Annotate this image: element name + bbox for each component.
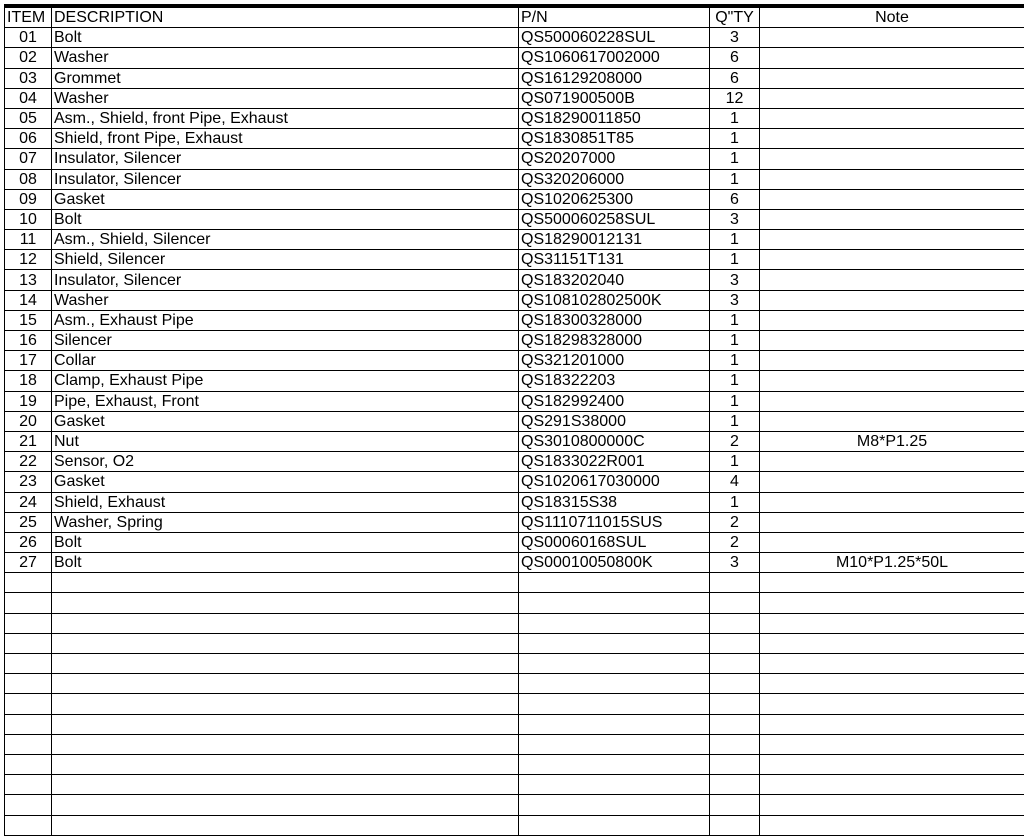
- cell-quantity: 3: [710, 553, 760, 573]
- cell-description: Shield, Silencer: [52, 250, 519, 270]
- cell-description: Bolt: [52, 209, 519, 229]
- cell-note: [760, 310, 1024, 330]
- table-row: [5, 209, 1024, 229]
- empty-row: [5, 754, 1024, 774]
- table-row: [5, 310, 1024, 330]
- cell-item: 06: [5, 129, 52, 149]
- cell-part-number: QS182992400: [519, 391, 710, 411]
- cell-part-number: QS1020617030000: [519, 472, 710, 492]
- cell-quantity: 3: [710, 28, 760, 48]
- cell-item: 14: [5, 290, 52, 310]
- cell-part-number: QS1060617002000: [519, 48, 710, 68]
- table-row: [5, 351, 1024, 371]
- table-row: [5, 472, 1024, 492]
- cell-part-number-empty: [519, 714, 710, 734]
- cell-note: [760, 532, 1024, 552]
- cell-item: 11: [5, 230, 52, 250]
- cell-part-number-empty: [519, 775, 710, 795]
- cell-part-number-empty: [519, 815, 710, 835]
- table-row: [5, 88, 1024, 108]
- cell-part-number: QS31151T131: [519, 250, 710, 270]
- cell-note-empty: [760, 654, 1024, 674]
- cell-quantity: 2: [710, 532, 760, 552]
- cell-description: Bolt: [52, 532, 519, 552]
- cell-item: 07: [5, 149, 52, 169]
- cell-description-empty: [52, 754, 519, 774]
- cell-quantity: 12: [710, 88, 760, 108]
- cell-part-number: QS20207000: [519, 149, 710, 169]
- cell-note-empty: [760, 775, 1024, 795]
- cell-item: 22: [5, 452, 52, 472]
- cell-note: [760, 472, 1024, 492]
- cell-quantity: 1: [710, 452, 760, 472]
- cell-item: 10: [5, 209, 52, 229]
- empty-row: [5, 694, 1024, 714]
- cell-note-empty: [760, 573, 1024, 593]
- cell-part-number: QS500060228SUL: [519, 28, 710, 48]
- cell-quantity: 1: [710, 411, 760, 431]
- table-row: [5, 250, 1024, 270]
- cell-description: Washer: [52, 88, 519, 108]
- cell-note: [760, 391, 1024, 411]
- cell-quantity: 3: [710, 270, 760, 290]
- cell-item-empty: [5, 573, 52, 593]
- cell-part-number: QS321201000: [519, 351, 710, 371]
- cell-quantity: 1: [710, 169, 760, 189]
- cell-part-number-empty: [519, 754, 710, 774]
- empty-row: [5, 815, 1024, 835]
- cell-part-number: QS3010800000C: [519, 431, 710, 451]
- cell-note-empty: [760, 613, 1024, 633]
- cell-description-empty: [52, 714, 519, 734]
- cell-item: 09: [5, 189, 52, 209]
- cell-quantity: 3: [710, 209, 760, 229]
- cell-item: 18: [5, 371, 52, 391]
- cell-description: Collar: [52, 351, 519, 371]
- table-row: [5, 230, 1024, 250]
- cell-item: 13: [5, 270, 52, 290]
- cell-description: Shield, front Pipe, Exhaust: [52, 129, 519, 149]
- cell-description-empty: [52, 694, 519, 714]
- cell-item-empty: [5, 795, 52, 815]
- empty-row: [5, 775, 1024, 795]
- table-row: [5, 189, 1024, 209]
- cell-description-empty: [52, 593, 519, 613]
- cell-item-empty: [5, 694, 52, 714]
- cell-item-empty: [5, 754, 52, 774]
- cell-part-number: QS108102802500K: [519, 290, 710, 310]
- cell-description-empty: [52, 674, 519, 694]
- cell-quantity-empty: [710, 593, 760, 613]
- cell-quantity: 1: [710, 331, 760, 351]
- cell-quantity: 1: [710, 310, 760, 330]
- cell-note: [760, 331, 1024, 351]
- table-row: [5, 391, 1024, 411]
- cell-note: [760, 290, 1024, 310]
- table-row: [5, 371, 1024, 391]
- cell-quantity-empty: [710, 694, 760, 714]
- cell-note: [760, 250, 1024, 270]
- cell-note-empty: [760, 593, 1024, 613]
- cell-note-empty: [760, 754, 1024, 774]
- cell-description: Asm., Shield, front Pipe, Exhaust: [52, 108, 519, 128]
- cell-quantity-empty: [710, 734, 760, 754]
- table-row: [5, 553, 1024, 573]
- cell-item: 16: [5, 331, 52, 351]
- cell-description-empty: [52, 613, 519, 633]
- cell-item: 08: [5, 169, 52, 189]
- empty-row: [5, 734, 1024, 754]
- empty-row: [5, 573, 1024, 593]
- cell-item: 19: [5, 391, 52, 411]
- table-row: [5, 169, 1024, 189]
- cell-description-empty: [52, 654, 519, 674]
- cell-item-empty: [5, 714, 52, 734]
- cell-note-empty: [760, 694, 1024, 714]
- cell-note: M8*P1.25: [760, 431, 1024, 451]
- header-item: ITEM: [5, 8, 52, 28]
- cell-item: 21: [5, 431, 52, 451]
- cell-quantity: 2: [710, 431, 760, 451]
- cell-description: Insulator, Silencer: [52, 169, 519, 189]
- cell-item-empty: [5, 775, 52, 795]
- cell-item: 02: [5, 48, 52, 68]
- cell-item: 23: [5, 472, 52, 492]
- cell-description: Washer, Spring: [52, 512, 519, 532]
- cell-quantity: 1: [710, 391, 760, 411]
- table-row: [5, 270, 1024, 290]
- cell-description: Grommet: [52, 68, 519, 88]
- cell-description: Pipe, Exhaust, Front: [52, 391, 519, 411]
- parts-list-sheet: [4, 4, 1024, 838]
- cell-part-number-empty: [519, 633, 710, 653]
- cell-part-number: QS183202040: [519, 270, 710, 290]
- table-row: [5, 68, 1024, 88]
- cell-item: 25: [5, 512, 52, 532]
- cell-part-number-empty: [519, 734, 710, 754]
- header-note: Note: [760, 8, 1024, 28]
- cell-item: 04: [5, 88, 52, 108]
- cell-item-empty: [5, 815, 52, 835]
- table-row: [5, 290, 1024, 310]
- cell-quantity: 1: [710, 492, 760, 512]
- cell-note-empty: [760, 633, 1024, 653]
- cell-description-empty: [52, 633, 519, 653]
- cell-note: [760, 108, 1024, 128]
- cell-note-empty: [760, 815, 1024, 835]
- table-row: [5, 108, 1024, 128]
- cell-note: [760, 270, 1024, 290]
- cell-description: Gasket: [52, 411, 519, 431]
- cell-quantity: 1: [710, 351, 760, 371]
- cell-quantity: 6: [710, 68, 760, 88]
- cell-quantity: 3: [710, 290, 760, 310]
- table-row: [5, 532, 1024, 552]
- cell-note: [760, 189, 1024, 209]
- cell-item: 20: [5, 411, 52, 431]
- cell-quantity: 1: [710, 250, 760, 270]
- empty-row: [5, 654, 1024, 674]
- cell-quantity-empty: [710, 754, 760, 774]
- cell-part-number-empty: [519, 573, 710, 593]
- cell-quantity-empty: [710, 674, 760, 694]
- table-row: [5, 452, 1024, 472]
- cell-note: [760, 230, 1024, 250]
- cell-note: [760, 492, 1024, 512]
- cell-quantity: 2: [710, 512, 760, 532]
- cell-part-number: QS18322203: [519, 371, 710, 391]
- cell-part-number: QS500060258SUL: [519, 209, 710, 229]
- cell-part-number: QS18300328000: [519, 310, 710, 330]
- table-row: [5, 48, 1024, 68]
- empty-row: [5, 593, 1024, 613]
- cell-quantity-empty: [710, 633, 760, 653]
- cell-note: [760, 88, 1024, 108]
- cell-part-number-empty: [519, 795, 710, 815]
- parts-body: [5, 28, 1024, 836]
- empty-row: [5, 674, 1024, 694]
- cell-description: Insulator, Silencer: [52, 149, 519, 169]
- cell-item: 05: [5, 108, 52, 128]
- cell-part-number: QS00060168SUL: [519, 532, 710, 552]
- cell-note: [760, 28, 1024, 48]
- table-row: [5, 411, 1024, 431]
- cell-quantity-empty: [710, 795, 760, 815]
- cell-description-empty: [52, 734, 519, 754]
- cell-part-number: QS1020625300: [519, 189, 710, 209]
- cell-description: Silencer: [52, 331, 519, 351]
- empty-row: [5, 633, 1024, 653]
- cell-part-number: QS18315S38: [519, 492, 710, 512]
- empty-row: [5, 795, 1024, 815]
- cell-part-number-empty: [519, 674, 710, 694]
- cell-description-empty: [52, 573, 519, 593]
- cell-item: 24: [5, 492, 52, 512]
- cell-quantity-empty: [710, 815, 760, 835]
- cell-note: [760, 371, 1024, 391]
- cell-item: 17: [5, 351, 52, 371]
- cell-description: Clamp, Exhaust Pipe: [52, 371, 519, 391]
- cell-part-number: QS18298328000: [519, 331, 710, 351]
- cell-item-empty: [5, 734, 52, 754]
- cell-quantity: 1: [710, 108, 760, 128]
- cell-description-empty: [52, 815, 519, 835]
- cell-note-empty: [760, 674, 1024, 694]
- cell-note: [760, 411, 1024, 431]
- table-row: [5, 492, 1024, 512]
- cell-description: Washer: [52, 290, 519, 310]
- cell-quantity-empty: [710, 654, 760, 674]
- cell-description: Asm., Exhaust Pipe: [52, 310, 519, 330]
- header-part-number: P/N: [519, 8, 710, 28]
- cell-quantity-empty: [710, 613, 760, 633]
- table-row: [5, 129, 1024, 149]
- parts-table: [4, 7, 1024, 836]
- cell-part-number-empty: [519, 613, 710, 633]
- cell-description-empty: [52, 795, 519, 815]
- cell-description: Washer: [52, 48, 519, 68]
- cell-quantity-empty: [710, 714, 760, 734]
- cell-note: [760, 452, 1024, 472]
- cell-description-empty: [52, 775, 519, 795]
- cell-note: [760, 129, 1024, 149]
- header-description: DESCRIPTION: [52, 8, 519, 28]
- cell-item: 26: [5, 532, 52, 552]
- cell-note-empty: [760, 734, 1024, 754]
- table-row: [5, 149, 1024, 169]
- cell-part-number: QS1830851T85: [519, 129, 710, 149]
- cell-item: 15: [5, 310, 52, 330]
- cell-quantity-empty: [710, 573, 760, 593]
- cell-description: Asm., Shield, Silencer: [52, 230, 519, 250]
- cell-item-empty: [5, 633, 52, 653]
- cell-item-empty: [5, 654, 52, 674]
- cell-part-number: QS00010050800K: [519, 553, 710, 573]
- cell-description: Bolt: [52, 28, 519, 48]
- cell-note-empty: [760, 795, 1024, 815]
- cell-item-empty: [5, 593, 52, 613]
- header-quantity: Q"TY: [710, 8, 760, 28]
- cell-item: 01: [5, 28, 52, 48]
- cell-item-empty: [5, 674, 52, 694]
- table-row: [5, 431, 1024, 451]
- cell-part-number: QS18290012131: [519, 230, 710, 250]
- cell-quantity: 6: [710, 48, 760, 68]
- cell-quantity-empty: [710, 775, 760, 795]
- cell-part-number: QS1833022R001: [519, 452, 710, 472]
- cell-note: [760, 68, 1024, 88]
- cell-quantity: 1: [710, 129, 760, 149]
- cell-description: Bolt: [52, 553, 519, 573]
- cell-quantity: 1: [710, 149, 760, 169]
- cell-note: [760, 48, 1024, 68]
- cell-part-number: QS18290011850: [519, 108, 710, 128]
- cell-note: [760, 169, 1024, 189]
- cell-description: Shield, Exhaust: [52, 492, 519, 512]
- cell-item: 12: [5, 250, 52, 270]
- cell-quantity: 1: [710, 371, 760, 391]
- cell-part-number: QS320206000: [519, 169, 710, 189]
- cell-note: [760, 149, 1024, 169]
- table-row: [5, 331, 1024, 351]
- cell-quantity: 4: [710, 472, 760, 492]
- cell-part-number-empty: [519, 593, 710, 613]
- cell-description: Gasket: [52, 472, 519, 492]
- cell-part-number-empty: [519, 654, 710, 674]
- cell-item: 03: [5, 68, 52, 88]
- table-row: [5, 512, 1024, 532]
- cell-part-number-empty: [519, 694, 710, 714]
- cell-quantity: 6: [710, 189, 760, 209]
- cell-note: M10*P1.25*50L: [760, 553, 1024, 573]
- cell-item-empty: [5, 613, 52, 633]
- cell-description: Gasket: [52, 189, 519, 209]
- cell-quantity: 1: [710, 230, 760, 250]
- cell-description: Insulator, Silencer: [52, 270, 519, 290]
- cell-note: [760, 351, 1024, 371]
- cell-part-number: QS291S38000: [519, 411, 710, 431]
- cell-part-number: QS1110711015SUS: [519, 512, 710, 532]
- cell-note: [760, 209, 1024, 229]
- cell-description: Sensor, O2: [52, 452, 519, 472]
- cell-item: 27: [5, 553, 52, 573]
- cell-description: Nut: [52, 431, 519, 451]
- cell-part-number: QS16129208000: [519, 68, 710, 88]
- cell-part-number: QS071900500B: [519, 88, 710, 108]
- empty-row: [5, 714, 1024, 734]
- cell-note: [760, 512, 1024, 532]
- table-row: [5, 28, 1024, 48]
- cell-note-empty: [760, 714, 1024, 734]
- header-row: [5, 8, 1024, 28]
- empty-row: [5, 613, 1024, 633]
